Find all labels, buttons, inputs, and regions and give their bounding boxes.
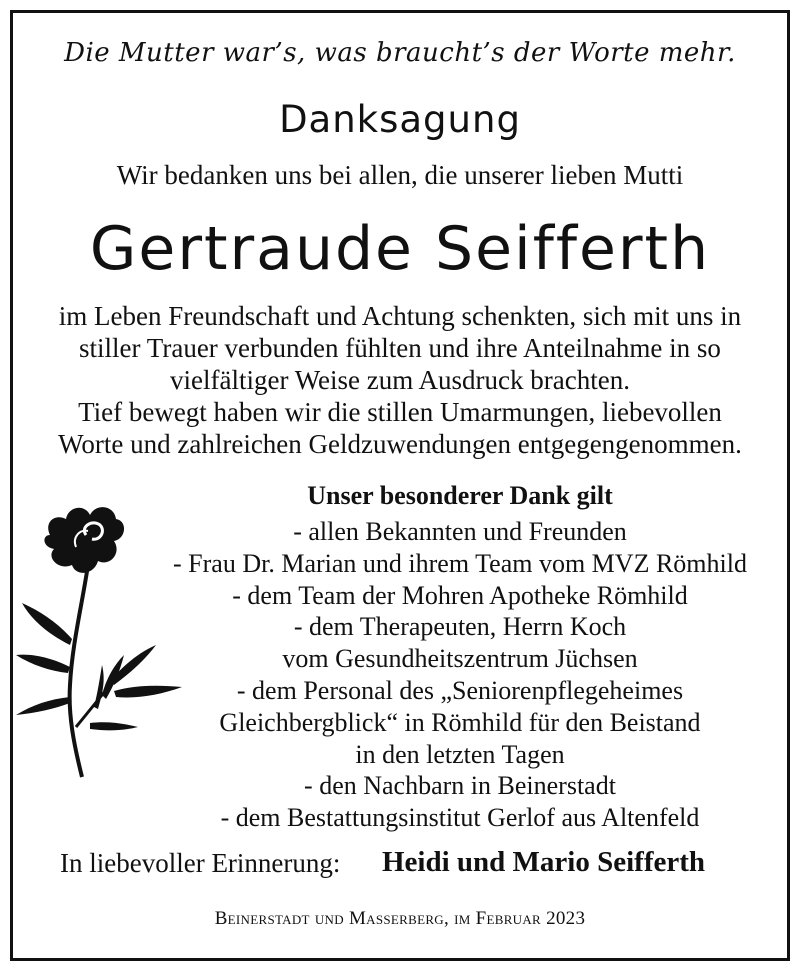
signoff-names: Heidi und Mario Seifferth bbox=[382, 846, 706, 878]
body-line: Worte und zahlreichen Geldzuwendungen entgegengenommen. bbox=[58, 429, 742, 459]
thanks-list bbox=[160, 480, 760, 834]
thanks-line: - dem Therapeuten, Herrn Koch bbox=[293, 612, 627, 642]
thanks-line: - dem Team der Mohren Apotheke Römhild bbox=[232, 580, 688, 610]
deceased-name: Gertraude Seifferth bbox=[89, 214, 711, 284]
thanks-line: in den letzten Tagen bbox=[355, 739, 565, 769]
body-line: im Leben Freundschaft und Achtung schenkten, sich mit uns in bbox=[58, 301, 742, 331]
thanks-line: vom Gesundheitszentrum Jüchsen bbox=[282, 644, 638, 674]
thanks-line: - allen Bekannten und Freunden bbox=[293, 517, 627, 546]
thanks-line: - Frau Dr. Marian und ihrem Team vom MVZ Römhild bbox=[173, 548, 747, 578]
place-date: Beinerstadt und Masserberg, im Februar 2023 bbox=[214, 908, 586, 929]
heading-danksagung: Danksagung bbox=[279, 98, 521, 141]
thanks-title: Unser besonderer Dank gilt bbox=[307, 481, 613, 510]
thanks-line: - dem Bestattungsinstitut Gerlof aus Altenfeld bbox=[220, 803, 700, 833]
motto-quote: Die Mutter war’s, was braucht’s der Worte mehr. bbox=[64, 38, 736, 68]
thanks-line: - den Nachbarn in Beinerstadt bbox=[304, 771, 616, 801]
intro-text: Wir bedanken uns bei allen, die unserer lieben Mutti bbox=[116, 160, 684, 190]
thanks-line: Gleichbergblick“ in Römhild für den Beistand bbox=[219, 707, 701, 737]
thanks-line: - dem Personal des „Seniorenpflegeheimes bbox=[236, 675, 684, 705]
body-line: stiller Trauer verbunden fühlten und ihre Anteilnahme in so bbox=[79, 333, 721, 363]
body-line: Tief bewegt haben wir die stillen Umarmungen, liebevollen bbox=[78, 397, 722, 427]
signoff-label: In liebevoller Erinnerung: bbox=[60, 848, 341, 878]
body-text bbox=[0, 300, 800, 460]
body-line: vielfältiger Weise zum Ausdruck brachten. bbox=[170, 365, 630, 395]
